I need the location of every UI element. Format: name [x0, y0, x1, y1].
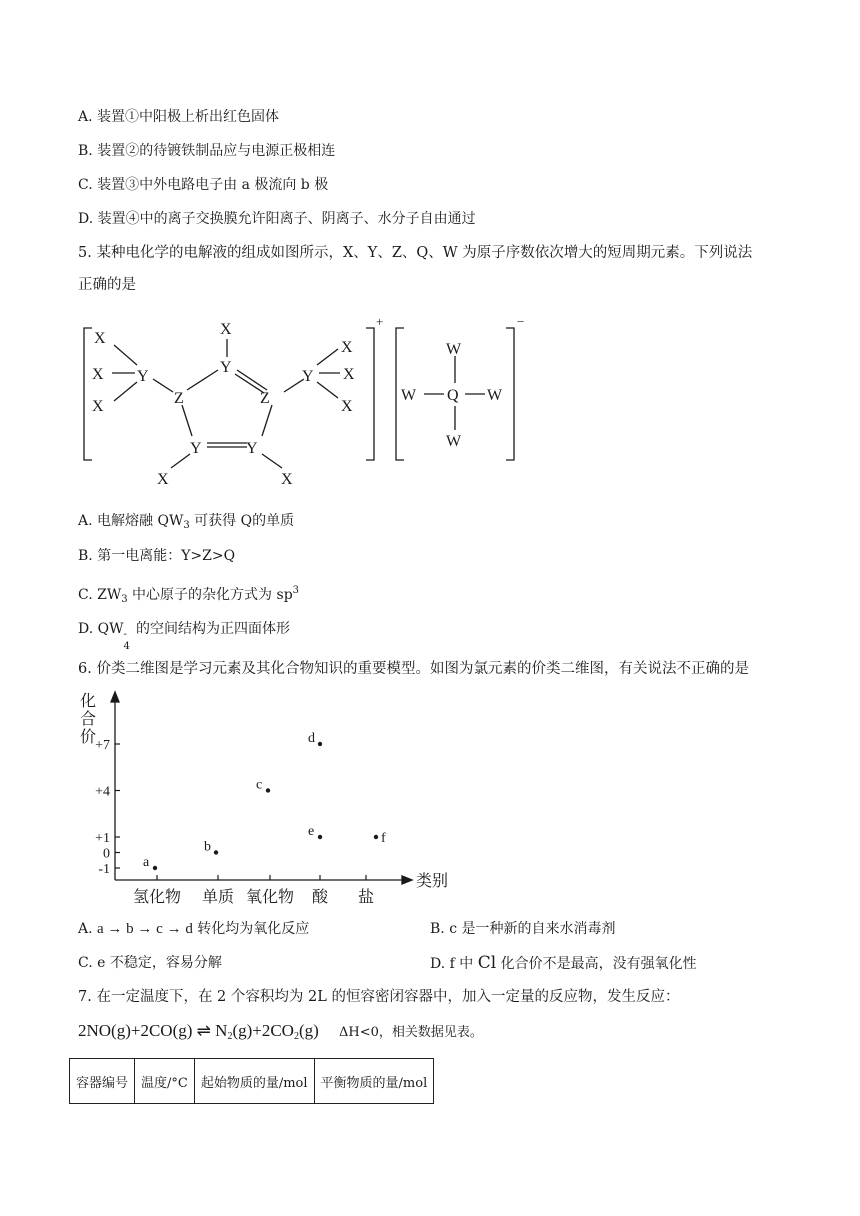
x-axis-arrow — [402, 876, 412, 884]
data-point-label: d — [308, 731, 315, 746]
atom-x: X — [157, 471, 169, 488]
x-category-label: 酸 — [311, 889, 329, 906]
atom-w: W — [446, 341, 462, 358]
q5-option-b: B. 第一电离能：Y>Z>Q — [78, 548, 236, 564]
anion-charge: − — [517, 314, 525, 329]
data-point — [153, 866, 157, 870]
q5-option-a: A. 电解熔融 $QW_3$ 可获得 Q的单质 — [78, 513, 295, 531]
ionic-structure-diagram — [74, 312, 544, 492]
q6-option-b: B. c 是一种新的自来水消毒剂 — [430, 921, 616, 937]
y-tick-label: +4 — [95, 784, 110, 800]
table-header-cell: 容器编号 — [70, 1059, 135, 1104]
q7-stem: 7. 在一定温度下，在 2 个容积均为 2L 的恒容密闭容器中，加入一定量的反应物，发生反应： — [78, 989, 680, 1005]
table-header-cell: 起始物质的量/mol — [194, 1059, 314, 1104]
q6-option-c: C. e 不稳定，容易分解 — [78, 955, 222, 971]
table-row — [70, 1059, 434, 1104]
y-axis-title — [80, 692, 96, 746]
x-axis-title: 类别 — [416, 871, 449, 890]
x-category-label: 盐 — [357, 889, 375, 906]
y-tick-label: +1 — [95, 831, 110, 846]
anion-right-bracket — [506, 328, 514, 460]
q6-option-d: D. f 中 Cl 化合价不是最高，没有强氧化性 — [430, 953, 697, 973]
cation-charge: + — [376, 314, 384, 329]
atom-x: X — [220, 321, 232, 338]
atom-w: W — [401, 387, 417, 404]
x-category-label: 氧化物 — [245, 889, 295, 906]
y-axis-arrow — [111, 692, 119, 702]
atom-y: Y — [190, 440, 202, 457]
y-tick-label: 0 — [103, 846, 110, 862]
data-point — [318, 742, 322, 746]
data-point — [374, 835, 378, 839]
atom-y: Y — [246, 440, 258, 457]
y-tick-label: +7 — [95, 738, 110, 753]
atom-x: X — [343, 366, 355, 383]
data-point-label: b — [204, 839, 211, 855]
data-point-label: e — [308, 824, 315, 839]
q4-option-a: A. 装置①中阳极上析出红色固体 — [78, 109, 280, 125]
table-header-cell: 平衡物质的量/mol — [314, 1059, 434, 1104]
q7-data-table — [69, 1058, 434, 1104]
atom-q: Q — [447, 387, 459, 404]
cation-right-bracket — [366, 328, 374, 460]
q4-option-b: B. 装置②的待镀铁制品应与电源正极相连 — [78, 143, 336, 159]
atom-y: Y — [137, 368, 149, 385]
q7-equation: 2NO(g)+2CO(g) ⇌ $N_2(g)+2CO_2(g)$ ΔH<0，相关数据见表。 — [78, 1021, 483, 1042]
atom-z: Z — [174, 390, 184, 407]
q6-stem: 6. 价类二维图是学习元素及其化合物知识的重要模型。如图为氯元素的价类二维图，有关说法不正确的是 — [78, 661, 749, 677]
atom-w: W — [487, 387, 503, 404]
atom-z: Z — [260, 390, 270, 407]
svg-text:化: 化 — [80, 693, 97, 710]
svg-text:价: 价 — [80, 729, 97, 746]
q5-stem-line2: 正确的是 — [78, 277, 136, 293]
q5-stem-line1: 5. 某种电化学的电解液的组成如图所示，X、Y、Z、Q、W 为原子序数依次增大的短周期元素。下列说法 — [78, 245, 753, 261]
cation-left-bracket — [84, 328, 92, 460]
svg-text:合: 合 — [80, 711, 97, 728]
atom-x: X — [94, 330, 106, 347]
data-point-label: c — [256, 777, 263, 793]
q4-option-c: C. 装置③中外电路电子由 a 极流向 b 极 — [78, 177, 329, 193]
atom-x: X — [341, 339, 353, 356]
atom-x: X — [92, 398, 104, 415]
x-category-label: 单质 — [201, 889, 235, 906]
chlorine-valence-chart — [70, 684, 470, 910]
q5-option-c: C. $ZW_3$ 中心原子的杂化方式为 $sp^3$ — [78, 585, 300, 605]
data-point-label: a — [143, 855, 150, 870]
atom-x: X — [92, 366, 104, 383]
x-category-label: 氢化物 — [132, 889, 182, 906]
data-point — [318, 835, 322, 839]
atom-y: Y — [302, 368, 314, 385]
q5-option-d: D. QW - 4 的空间结构为正四面体形 — [78, 621, 290, 652]
data-point — [266, 788, 270, 792]
data-point-label: f — [381, 831, 386, 846]
q6-option-a: A. a → b → c → d 转化均为氧化反应 — [78, 921, 310, 937]
atom-x: X — [341, 398, 353, 415]
atom-x: X — [281, 471, 293, 488]
y-tick-label: -1 — [98, 862, 110, 877]
q4-option-d: D. 装置④中的离子交换膜允许阳离子、阴离子、水分子自由通过 — [78, 211, 476, 227]
data-point — [214, 850, 218, 854]
atom-w: W — [446, 433, 462, 450]
atom-y: Y — [220, 359, 232, 376]
table-header-cell: 温度/°C — [135, 1059, 195, 1104]
